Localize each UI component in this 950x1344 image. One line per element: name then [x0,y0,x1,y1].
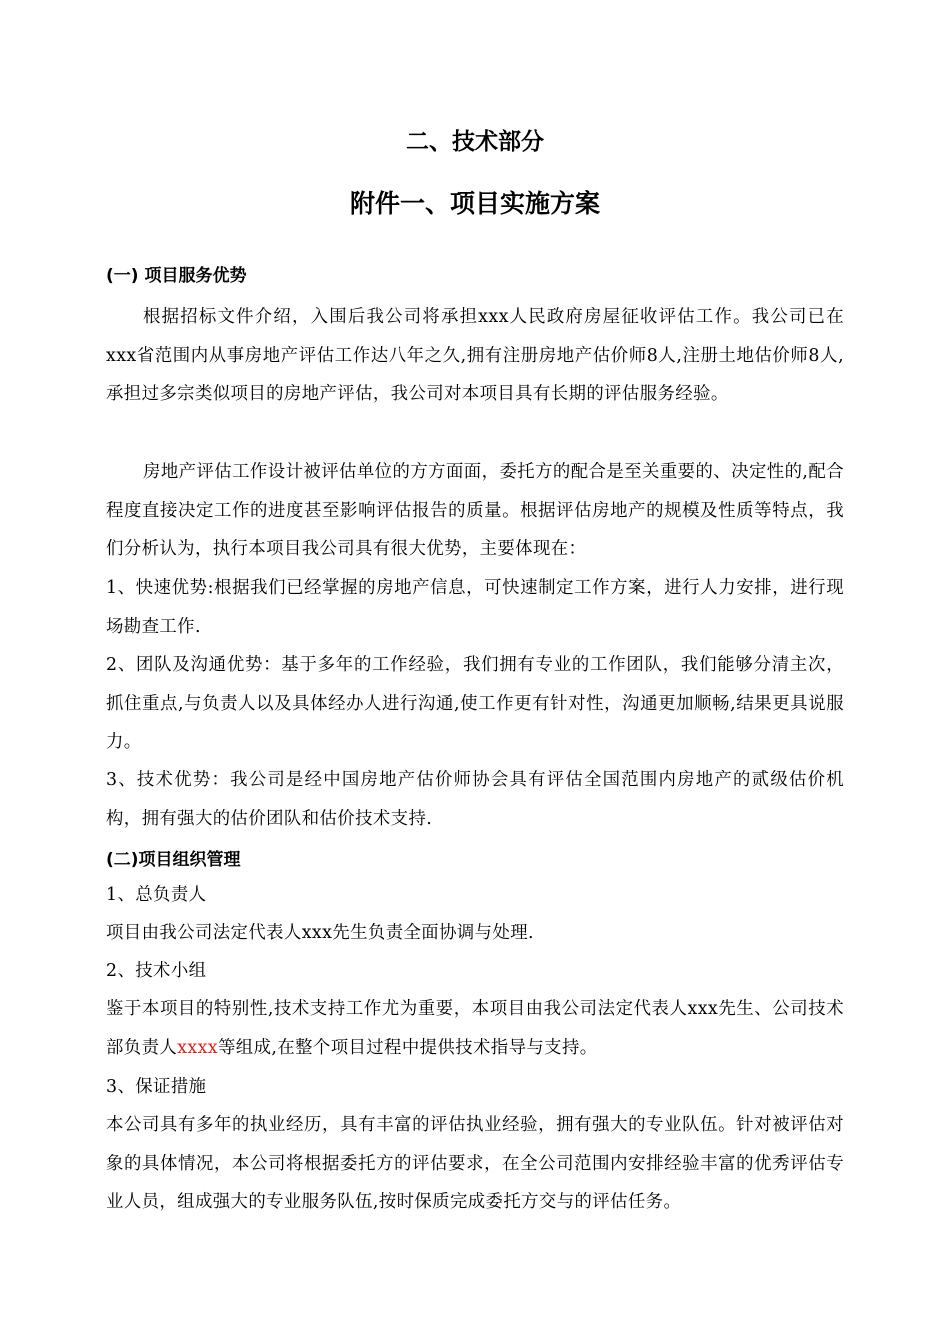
section-heading-organization: (二)项目组织管理 [106,850,241,870]
subheading-tech-group: 2、技术小组 [106,961,207,981]
paragraph-guarantee: 本公司具有多年的执业经历，具有丰富的评估执业经验，拥有强大的专业队伍。针对被评估对象的具体情况，本公司将根据委托方的评估要求，在全公司范围内安排经验丰富的优秀评估专业人员，组成强大的专业服务队伍,按时保质完成委托方交与的评估任务。 [106,1115,844,1212]
tech-group-text-before: 鉴于本项目的特别性,技术支持工作尤为重要，本项目由我公司法定代表人xxx先生、公司技术部负责人 [106,999,844,1058]
list-item-team-advantage: 2、团队及沟通优势：基于多年的工作经验，我们拥有专业的工作团队，我们能够分清主次，抓住重点,与负责人以及具体经办人进行沟通,使工作更有针对性，沟通更加顺畅,结果更具说服力。 [106,655,844,752]
tech-group-text-after: 等组成,在整个项目过程中提供技术指导与支持。 [218,1037,598,1058]
subheading-guarantee: 3、保证措施 [106,1077,207,1097]
document-title: 二、技术部分 [406,129,544,155]
paragraph-cooperation: 房地产评估工作设计被评估单位的方方面面，委托方的配合是至关重要的、决定性的,配合程度直接决定工作的进度甚至影响评估报告的质量。根据评估房地产的规模及性质等特点，我们分析认为，执行本项目我公司具有很大优势，主要体现在： [106,462,844,559]
section-heading-service-advantages: (一) 项目服务优势 [106,266,247,286]
document-subtitle: 附件一、项目实施方案 [349,189,600,218]
highlighted-placeholder: xxxx [177,1037,219,1058]
subheading-project-lead: 1、总负责人 [106,885,207,905]
paragraph-tech-group [106,990,844,1067]
list-item-speed-advantage: 1、快速优势:根据我们已经掌握的房地产信息，可快速制定工作方案，进行人力安排，进行现场勘查工作. [106,578,844,637]
paragraph-project-lead: 项目由我公司法定代表人xxx先生负责全面协调与处理. [106,923,534,943]
list-item-technical-advantage: 3、技术优势：我公司是经中国房地产估价师协会具有评估全国范围内房地产的贰级估价机构，拥有强大的估价团队和估价技术支持. [106,770,844,829]
paragraph-intro: 根据招标文件介绍，入围后我公司将承担xxx人民政府房屋征收评估工作。我公司已在xxx省范围内从事房地产评估工作达八年之久,拥有注册房地产估价师8人,注册土地估价师8人,承担过多宗类似项目的房地产评估，我公司对本项目具有长期的评估服务经验。 [106,307,844,404]
